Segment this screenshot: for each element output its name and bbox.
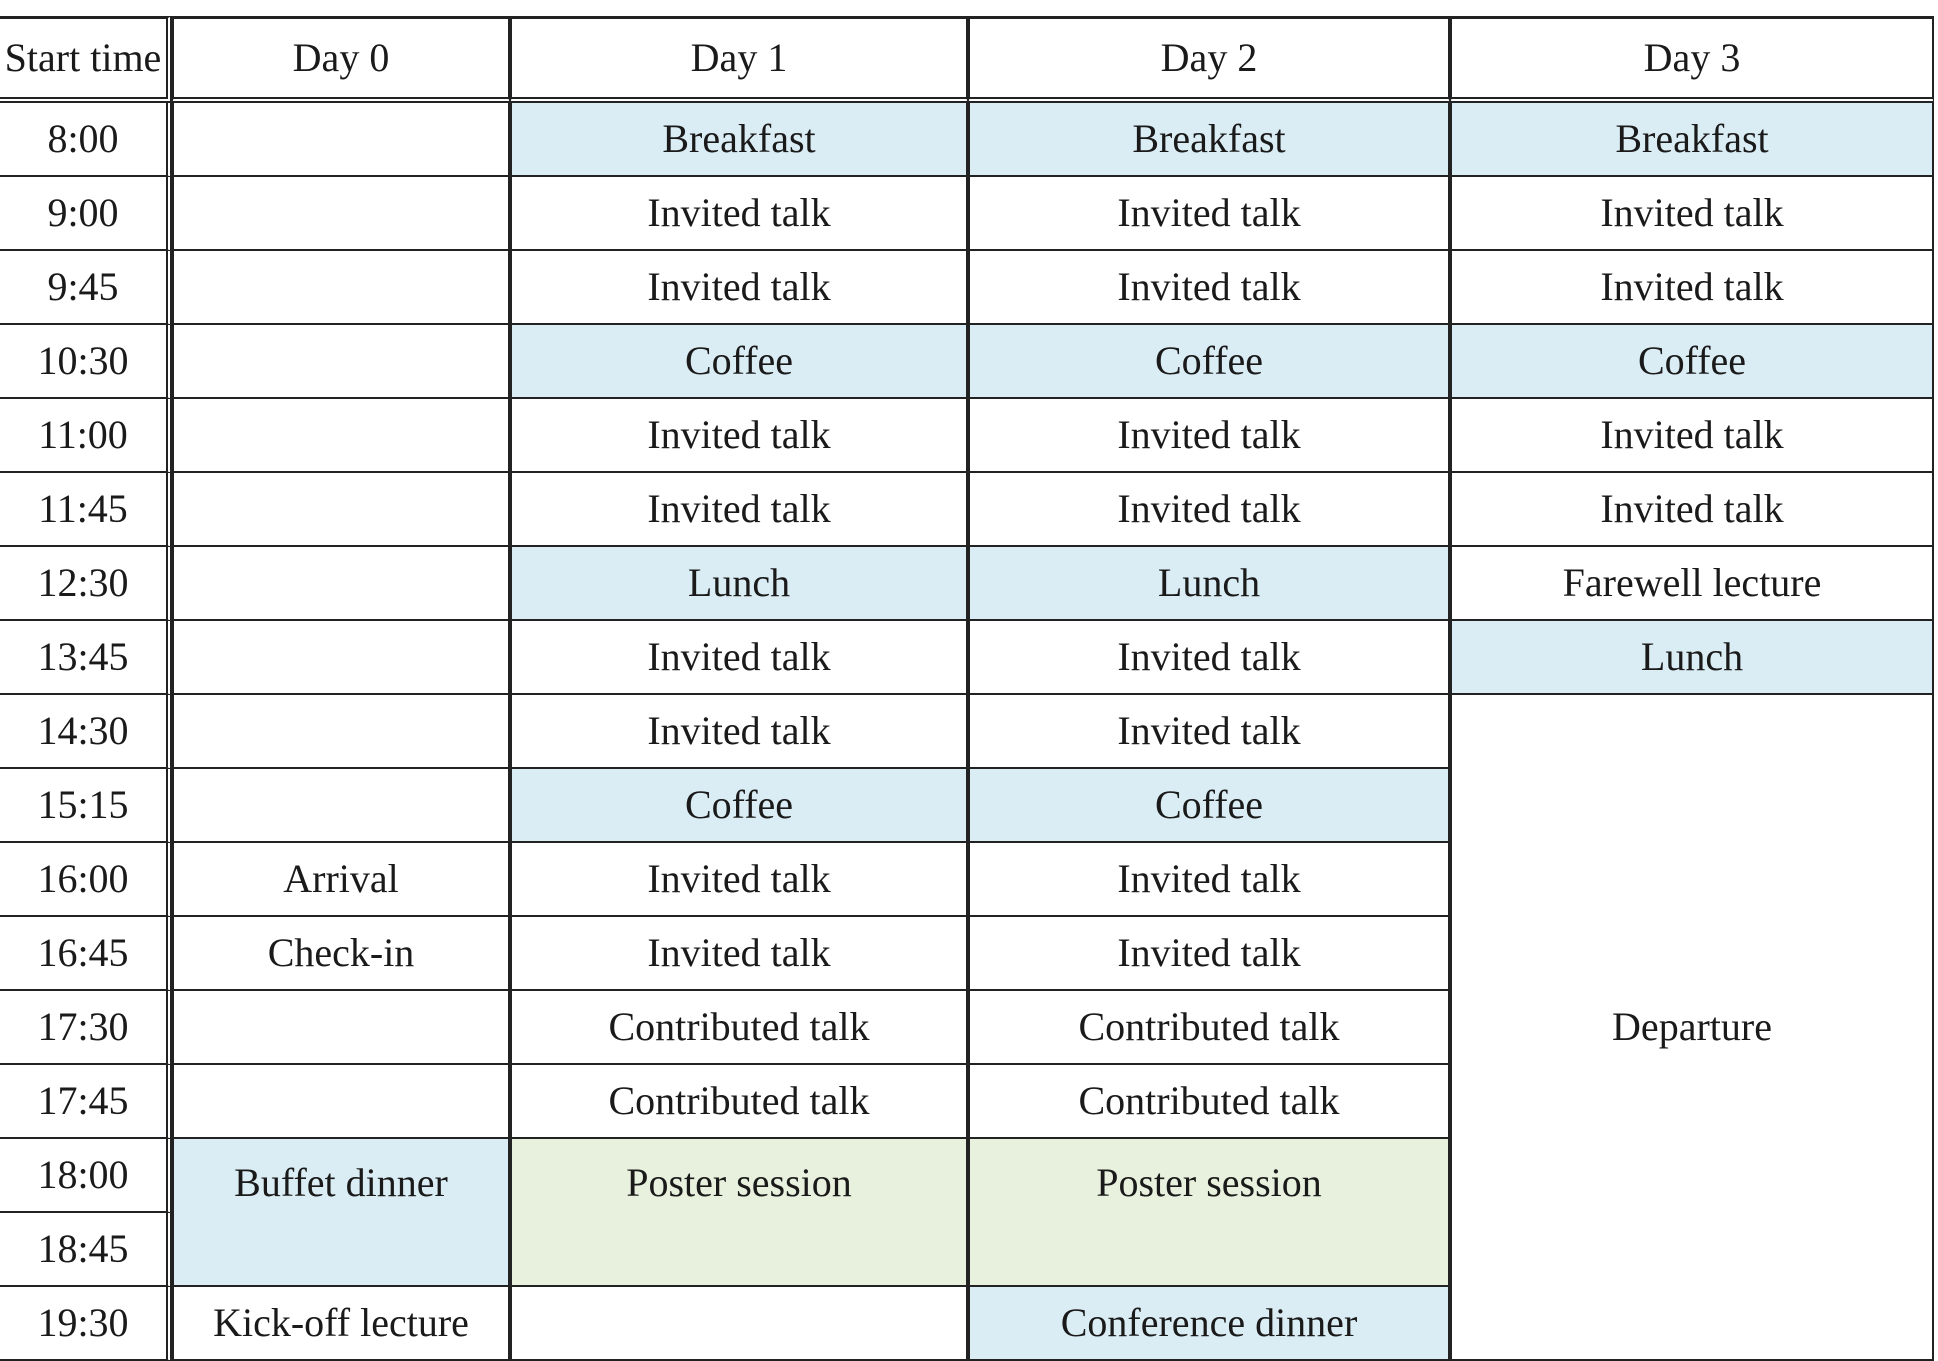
day1-cell: Invited talk xyxy=(510,251,968,325)
day0-buffet-dinner-cell: Buffet dinner xyxy=(172,1139,510,1287)
day3-cell: Lunch xyxy=(1450,621,1934,695)
day0-cell xyxy=(172,1065,510,1139)
day0-cell: Kick-off lecture xyxy=(172,1287,510,1361)
header-row xyxy=(0,16,1934,103)
day1-cell: Coffee xyxy=(510,325,968,399)
day3-cell: Coffee xyxy=(1450,325,1934,399)
day1-poster-session-cell: Poster session xyxy=(510,1139,968,1287)
day2-cell: Invited talk xyxy=(968,917,1450,991)
day3-departure-cell: Departure xyxy=(1450,695,1934,1361)
day1-cell xyxy=(510,1287,968,1361)
day1-cell: Contributed talk xyxy=(510,1065,968,1139)
day2-header: Day 2 xyxy=(968,16,1450,103)
time-cell: 9:00 xyxy=(0,177,172,251)
day1-cell: Invited talk xyxy=(510,473,968,547)
day2-cell: Coffee xyxy=(968,769,1450,843)
time-cell: 19:30 xyxy=(0,1287,172,1361)
time-cell: 9:45 xyxy=(0,251,172,325)
day1-cell: Breakfast xyxy=(510,103,968,177)
day0-cell xyxy=(172,103,510,177)
day0-cell: Arrival xyxy=(172,843,510,917)
table-row xyxy=(0,621,1934,695)
time-cell: 17:30 xyxy=(0,991,172,1065)
day3-cell: Invited talk xyxy=(1450,399,1934,473)
table-row xyxy=(0,399,1934,473)
time-cell: 16:45 xyxy=(0,917,172,991)
day1-cell: Contributed talk xyxy=(510,991,968,1065)
time-cell: 12:30 xyxy=(0,547,172,621)
day0-cell xyxy=(172,399,510,473)
day0-cell xyxy=(172,621,510,695)
table-row xyxy=(0,547,1934,621)
day0-cell xyxy=(172,769,510,843)
time-cell: 11:00 xyxy=(0,399,172,473)
time-cell: 15:15 xyxy=(0,769,172,843)
day3-cell: Farewell lecture xyxy=(1450,547,1934,621)
start-time-header: Start time xyxy=(0,16,172,103)
table-row xyxy=(0,251,1934,325)
day1-cell: Invited talk xyxy=(510,917,968,991)
time-cell: 8:00 xyxy=(0,103,172,177)
day0-cell xyxy=(172,473,510,547)
day2-cell: Invited talk xyxy=(968,843,1450,917)
day2-cell: Invited talk xyxy=(968,473,1450,547)
day3-cell: Invited talk xyxy=(1450,177,1934,251)
day0-cell xyxy=(172,325,510,399)
day3-cell: Invited talk xyxy=(1450,251,1934,325)
time-cell: 14:30 xyxy=(0,695,172,769)
day1-cell: Invited talk xyxy=(510,621,968,695)
day2-cell: Contributed talk xyxy=(968,991,1450,1065)
day1-cell: Coffee xyxy=(510,769,968,843)
day3-header: Day 3 xyxy=(1450,16,1934,103)
day2-cell: Invited talk xyxy=(968,695,1450,769)
conference-schedule-table xyxy=(0,16,1934,1361)
day2-cell: Lunch xyxy=(968,547,1450,621)
day1-cell: Invited talk xyxy=(510,843,968,917)
time-cell: 10:30 xyxy=(0,325,172,399)
day3-cell: Invited talk xyxy=(1450,473,1934,547)
day0-cell xyxy=(172,177,510,251)
table-row xyxy=(0,103,1934,177)
day2-cell: Coffee xyxy=(968,325,1450,399)
table-row xyxy=(0,325,1934,399)
day2-cell: Invited talk xyxy=(968,621,1450,695)
day1-header: Day 1 xyxy=(510,16,968,103)
day2-cell: Contributed talk xyxy=(968,1065,1450,1139)
day2-cell: Breakfast xyxy=(968,103,1450,177)
day0-cell xyxy=(172,547,510,621)
day2-cell: Invited talk xyxy=(968,177,1450,251)
time-cell: 16:00 xyxy=(0,843,172,917)
day2-cell: Conference dinner xyxy=(968,1287,1450,1361)
day2-poster-session-cell: Poster session xyxy=(968,1139,1450,1287)
day0-cell xyxy=(172,695,510,769)
table-row xyxy=(0,695,1934,769)
time-cell: 18:45 xyxy=(0,1213,172,1287)
day0-cell: Check-in xyxy=(172,917,510,991)
day1-cell: Invited talk xyxy=(510,177,968,251)
day0-header: Day 0 xyxy=(172,16,510,103)
day2-cell: Invited talk xyxy=(968,251,1450,325)
time-cell: 13:45 xyxy=(0,621,172,695)
day2-cell: Invited talk xyxy=(968,399,1450,473)
time-cell: 11:45 xyxy=(0,473,172,547)
time-cell: 17:45 xyxy=(0,1065,172,1139)
day1-cell: Invited talk xyxy=(510,399,968,473)
table-row xyxy=(0,473,1934,547)
day3-cell: Breakfast xyxy=(1450,103,1934,177)
day1-cell: Invited talk xyxy=(510,695,968,769)
table-row xyxy=(0,177,1934,251)
day1-cell: Lunch xyxy=(510,547,968,621)
day0-cell xyxy=(172,991,510,1065)
time-cell: 18:00 xyxy=(0,1139,172,1213)
day0-cell xyxy=(172,251,510,325)
